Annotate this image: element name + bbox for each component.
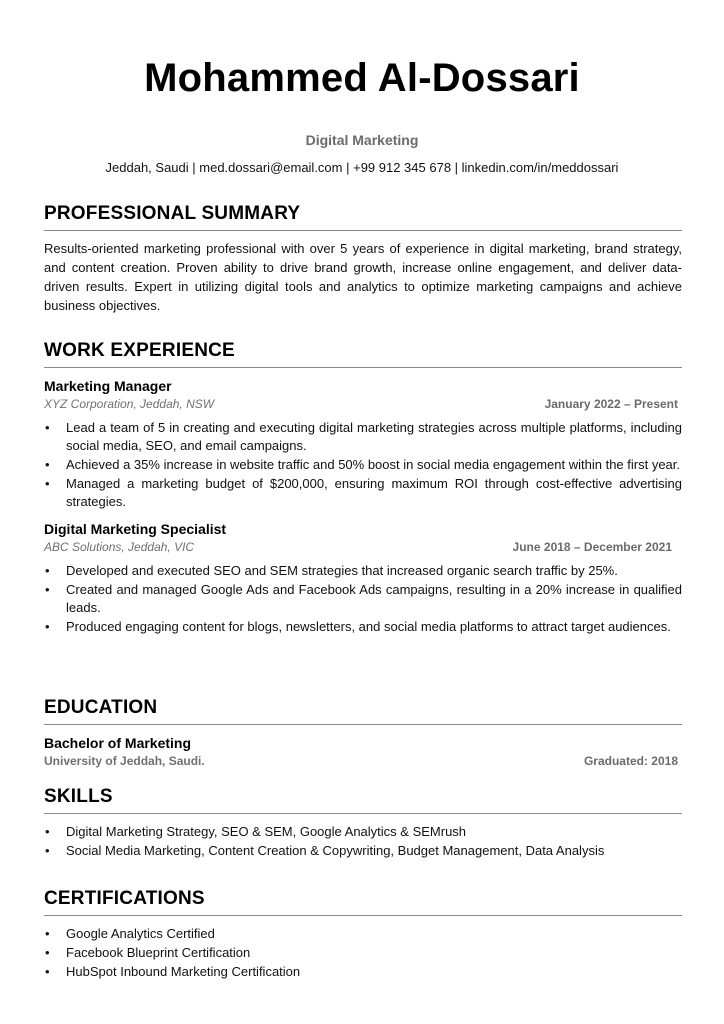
certifications-list — [44, 925, 682, 981]
bullet-icon: • — [45, 926, 50, 941]
certification-text: HubSpot Inbound Marketing Certification — [66, 964, 301, 979]
bullet-text: Produced engaging content for blogs, newsletters, and social media platforms to attract target audiences. — [66, 619, 671, 634]
education-meta — [44, 754, 682, 768]
job-entry — [44, 521, 682, 636]
list-item — [44, 618, 682, 636]
job-company: ABC Solutions, Jeddah, VIC — [44, 540, 195, 554]
education-heading: EDUCATION — [44, 697, 682, 725]
job-meta — [44, 397, 682, 411]
bullet-text: Created and managed Google Ads and Facebook Ads campaigns, resulting in a 20% increase in qualified leads. — [66, 582, 682, 615]
list-item — [44, 456, 682, 474]
certification-text: Facebook Blueprint Certification — [66, 945, 251, 960]
list-item — [44, 419, 682, 455]
summary-section — [44, 203, 682, 315]
list-item — [44, 963, 682, 981]
experience-section — [44, 340, 682, 637]
bullet-text: Managed a marketing budget of $200,000, ensuring maximum ROI through cost-effective advertising strategies. — [66, 476, 682, 509]
bullet-text: Lead a team of 5 in creating and executing digital marketing strategies across multiple platforms, including social media, SEO, and email campaigns. — [66, 420, 682, 453]
bullet-icon: • — [45, 824, 50, 839]
candidate-role: Digital Marketing — [305, 132, 419, 148]
education-section — [44, 697, 682, 768]
certification-text: Google Analytics Certified — [66, 926, 215, 941]
bullet-icon: • — [45, 619, 50, 634]
degree-title: Bachelor of Marketing — [44, 735, 192, 751]
list-item — [44, 823, 682, 841]
job-bullets — [44, 419, 682, 511]
contact-line: Jeddah, Saudi | med.dossari@email.com | +99 912 345 678 | linkedin.com/in/meddossari — [105, 160, 619, 175]
job-entry — [44, 378, 682, 511]
bullet-icon: • — [45, 964, 50, 979]
list-item — [44, 944, 682, 962]
skills-list — [44, 823, 682, 860]
skill-text: Digital Marketing Strategy, SEO & SEM, Google Analytics & SEMrush — [66, 824, 467, 839]
bullet-icon: • — [45, 843, 50, 858]
bullet-text: Achieved a 35% increase in website traffic and 50% boost in social media engagement within the first year. — [66, 457, 680, 472]
job-bullets — [44, 562, 682, 636]
list-item — [44, 842, 682, 860]
summary-text: Results-oriented marketing professional with over 5 years of experience in digital marketing, brand strategy, and content creation. Proven ability to drive brand growth, increase online engagement, and deliver data-driven results. Expert in utilizing digital tools and analytics to optimize marketing campaigns and achieve business objectives. — [44, 241, 682, 313]
job-dates: January 2022 – Present — [544, 397, 678, 411]
graduation-date: Graduated: 2018 — [583, 754, 678, 768]
bullet-icon: • — [45, 945, 50, 960]
job-title: Digital Marketing Specialist — [44, 521, 227, 537]
list-item — [44, 475, 682, 511]
skills-heading: SKILLS — [44, 786, 682, 814]
job-title: Marketing Manager — [44, 378, 172, 394]
list-item — [44, 562, 682, 580]
school-name: University of Jeddah, Saudi. — [44, 754, 205, 768]
bullet-icon: • — [45, 476, 50, 491]
bullet-icon: • — [45, 420, 50, 435]
job-dates: June 2018 – December 2021 — [512, 540, 672, 554]
summary-heading: PROFESSIONAL SUMMARY — [44, 203, 682, 231]
experience-heading: WORK EXPERIENCE — [44, 340, 682, 368]
bullet-icon: • — [45, 582, 50, 597]
certifications-heading: CERTIFICATIONS — [44, 888, 682, 916]
skills-section — [44, 786, 682, 861]
bullet-icon: • — [45, 563, 50, 578]
bullet-icon: • — [45, 457, 50, 472]
candidate-name: Mohammed Al-Dossari — [144, 56, 580, 100]
list-item — [44, 581, 682, 617]
list-item — [44, 925, 682, 943]
job-meta — [44, 540, 682, 554]
skill-text: Social Media Marketing, Content Creation & Copywriting, Budget Management, Data Analysis — [66, 843, 605, 858]
certifications-section — [44, 888, 682, 982]
bullet-text: Developed and executed SEO and SEM strategies that increased organic search traffic by 25%. — [66, 563, 618, 578]
job-company: XYZ Corporation, Jeddah, NSW — [44, 397, 215, 411]
